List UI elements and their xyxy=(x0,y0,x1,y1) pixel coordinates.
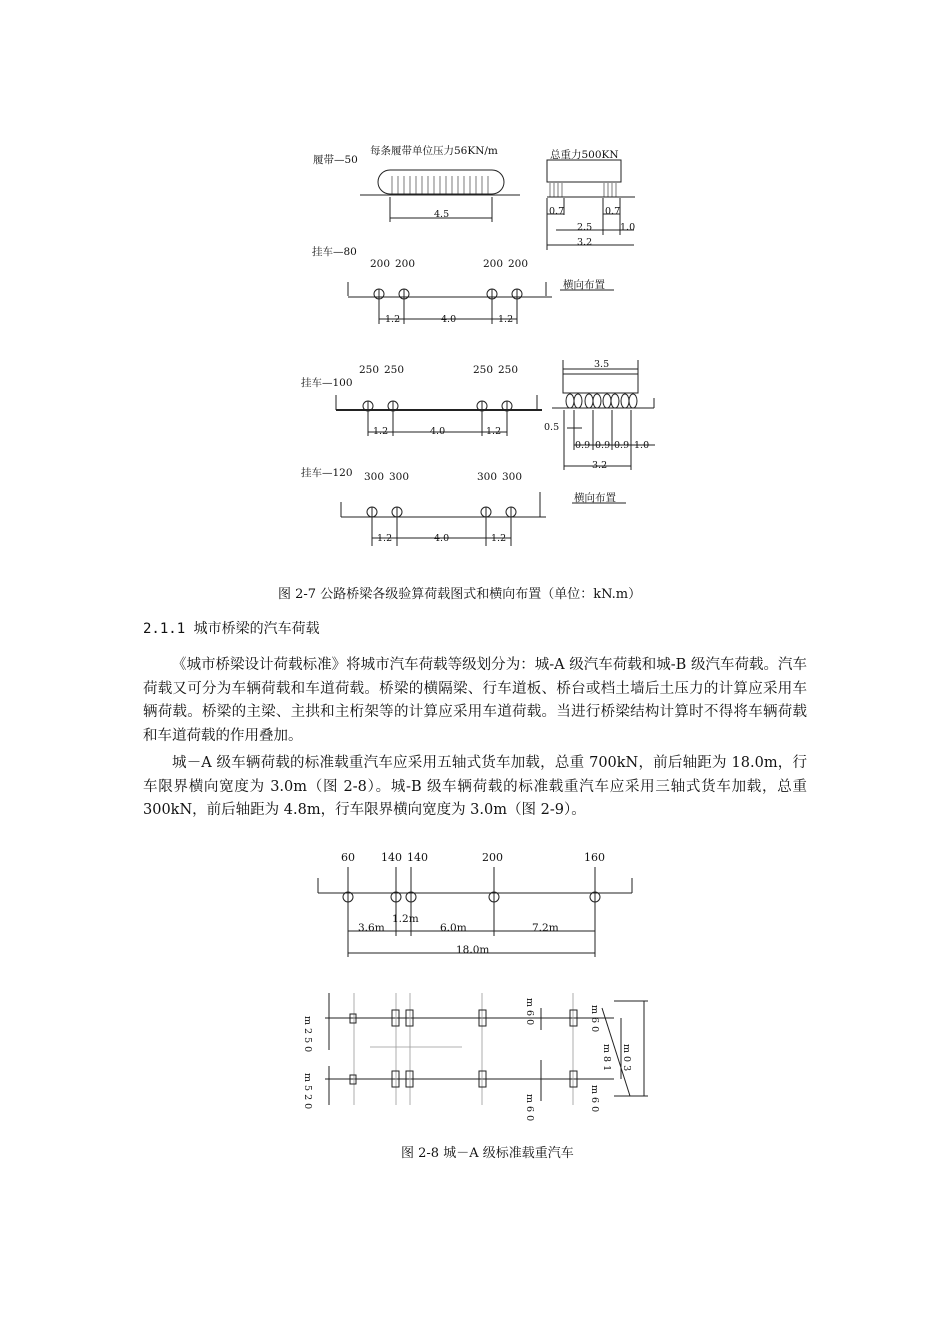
trailer-120-dim-3: 1.2 xyxy=(491,533,507,544)
trailer-80-load-3: 200 xyxy=(483,258,504,270)
crawler-total: 3.2 xyxy=(577,237,593,248)
trailer-120-load-2: 300 xyxy=(389,471,410,483)
truck-elevation xyxy=(318,851,632,957)
plan-label-right-top: m 6 0 xyxy=(589,1005,600,1033)
figure-2-7 xyxy=(301,144,655,546)
trailer-80-diagram xyxy=(312,245,614,325)
crawler-track xyxy=(378,170,504,194)
trailer-80-load-2: 200 xyxy=(395,258,416,270)
plan-label-outer: m 0 3 xyxy=(621,1044,632,1072)
trailer-120-diagram xyxy=(301,466,626,546)
trailer-80-load-4: 200 xyxy=(508,258,529,270)
trailer-120-dim-1: 1.2 xyxy=(377,533,393,544)
plan-label-left-bottom: m 5 2 0 xyxy=(302,1073,313,1110)
truck-plan-view xyxy=(302,993,648,1121)
trailer-100-load-1: 250 xyxy=(359,364,380,376)
trailer-100-label: 挂车—100 xyxy=(301,377,353,389)
paragraph-1: 《城市桥梁设计荷载标准》将城市汽车荷载等级划分为：城-A 级汽车荷载和城-B 级汽车荷载。汽车荷载又可分为车辆荷载和车道荷载。桥梁的横隔梁、行车道板、桥台或档土墙后土压力的计算应采用车辆荷载。桥梁的主梁、主拱和主桁架等的计算应采用车道荷载。当进行桥梁结构计算时不得将车辆荷载和车道荷载的作用叠加。 xyxy=(143,657,807,744)
trailer-80-dim-3: 1.2 xyxy=(498,314,514,325)
figure-2-8-caption: 图 2-8 城－A 级标准载重汽车 xyxy=(401,1146,574,1161)
axle-load-1: 60 xyxy=(341,851,355,864)
spacing-label-1: 3.6m xyxy=(358,922,385,934)
trailer-120-load-4: 300 xyxy=(502,471,523,483)
trailer-80-label: 挂车—80 xyxy=(312,246,357,258)
trailer-100-wheel-dim-1: 0.9 xyxy=(575,440,591,451)
trailer-120-load-3: 300 xyxy=(477,471,498,483)
trailer-80-dim-2: 4.0 xyxy=(441,314,457,325)
crawler-track-left: 0.7 xyxy=(549,206,565,217)
crawler-transverse-body xyxy=(547,160,621,182)
trailer-120-transverse-label: 横向布置 xyxy=(574,492,616,504)
trailer-100-diagram xyxy=(301,359,655,471)
trailer-100-wheel-dim-4: 1.0 xyxy=(634,440,650,451)
figure-2-7-caption: 图 2-7 公路桥梁各级验算荷载图式和横向布置（单位：kN.m） xyxy=(278,587,642,602)
section-heading: 2.1.1 城市桥梁的汽车荷载 xyxy=(143,621,320,637)
crawler-edge: 1.0 xyxy=(620,222,636,233)
trailer-100-total: 3.2 xyxy=(592,460,608,471)
spacing-label-3: 6.0m xyxy=(440,922,467,934)
crawler-pressure-label: 每条履带单位压力56KN/m xyxy=(370,145,498,157)
trailer-100-dim-3: 1.2 xyxy=(486,426,502,437)
axle-load-5: 160 xyxy=(584,851,605,864)
plan-label-inner: m 8 1 xyxy=(601,1044,612,1072)
trailer-100-dim-1: 1.2 xyxy=(373,426,389,437)
paragraph-2: 城－A 级车辆荷载的标准载重汽车应采用五轴式货车加载，总重 700kN，前后轴距为 18.0m，行车限界横向宽度为 3.0m（图 2-8）。城-B 级车辆荷载的标准载重汽车应采用三轴式货车加载，总重 300kN，前后轴距为 4.8m，行车限界横向宽度为 3.0m（图 2-9）。 xyxy=(143,755,807,819)
plan-label-left-top: m 2 5 0 xyxy=(302,1016,313,1053)
trailer-100-transverse-body xyxy=(563,374,638,393)
plan-label-mid-bottom: m 6 0 xyxy=(524,1094,535,1122)
total-length: 18.0m xyxy=(456,944,490,956)
trailer-120-label: 挂车—120 xyxy=(301,467,353,479)
figure-2-8 xyxy=(302,851,648,1121)
axle-load-2: 140 xyxy=(381,851,402,864)
trailer-120-load-1: 300 xyxy=(364,471,385,483)
trailer-100-dim-2: 4.0 xyxy=(430,426,446,437)
axle-load-3: 140 xyxy=(407,851,428,864)
plan-label-right-bottom: m 6 0 xyxy=(589,1085,600,1113)
spacing-label-4: 7.2m xyxy=(532,922,559,934)
trailer-100-wheel-dim-3: 0.9 xyxy=(614,440,630,451)
crawler-50-diagram xyxy=(313,144,635,250)
crawler-length: 4.5 xyxy=(434,209,450,220)
crawler-50-label: 履带—50 xyxy=(313,154,358,166)
trailer-100-edge: 0.5 xyxy=(544,422,560,433)
trailer-120-dim-2: 4.0 xyxy=(434,533,450,544)
trailer-100-load-2: 250 xyxy=(384,364,405,376)
axle-load-4: 200 xyxy=(482,851,503,864)
trailer-100-wheel-dim-2: 0.9 xyxy=(595,440,611,451)
trailer-100-load-3: 250 xyxy=(473,364,494,376)
plan-label-mid-top: m 6 0 xyxy=(524,998,535,1026)
spacing-label-2: 1.2m xyxy=(392,913,419,925)
trailer-100-load-4: 250 xyxy=(498,364,519,376)
trailer-80-dim-1: 1.2 xyxy=(385,314,401,325)
trailer-80-load-1: 200 xyxy=(370,258,391,270)
crawler-track-right: 0.7 xyxy=(605,206,621,217)
crawler-weight-label: 总重力500KN xyxy=(550,149,619,161)
trailer-100-width: 3.5 xyxy=(594,359,610,370)
crawler-spacing: 2.5 xyxy=(577,222,593,233)
trailer-80-transverse-label: 横向布置 xyxy=(563,279,605,291)
